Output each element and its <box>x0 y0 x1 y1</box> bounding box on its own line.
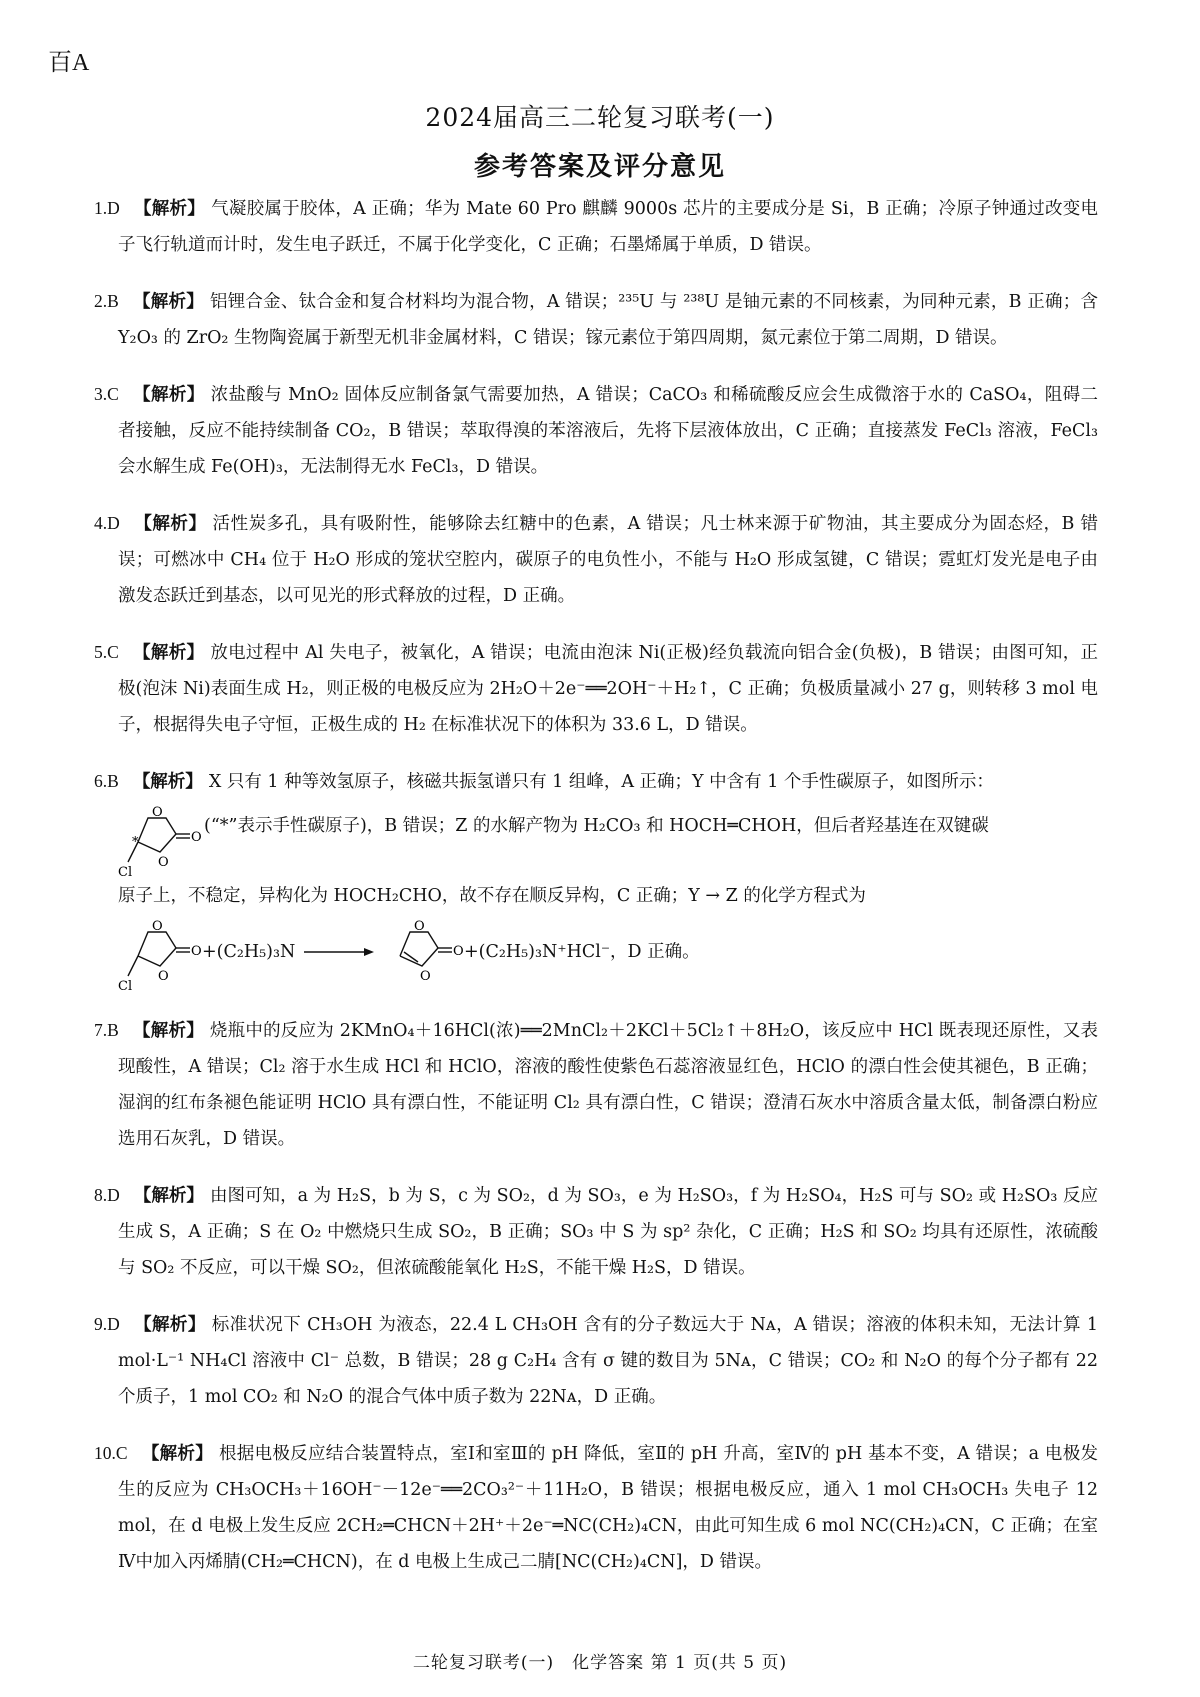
answer-item <box>94 1177 1099 1286</box>
answer-item <box>94 283 1098 356</box>
answer-number: 2.B <box>94 291 119 311</box>
answer-number: 10.C <box>94 1443 128 1463</box>
answer-number: 7.B <box>94 1020 119 1040</box>
analysis-tag: 【解析】 <box>132 772 203 792</box>
oxygen-label: O <box>152 805 163 820</box>
analysis-tag: 【解析】 <box>133 1315 206 1335</box>
answer-text: 原子上，不稳定，异构化为 HOCH₂CHO，故不存在顺反异构，C 正确；Y → Z 的化学方程式为 <box>118 886 866 906</box>
answer-text: X 只有 1 种等效氢原子，核磁共振氢谱只有 1 组峰，A 正确；Y 中含有 1 个手性碳原子，如图所示： <box>208 772 994 792</box>
chlorine-label: Cl <box>118 865 133 878</box>
answer-item <box>94 376 1098 485</box>
figure-caption: (“*”表示手性碳原子)，B 错误；Z 的水解产物为 H₂CO₃ 和 HOCH═CHOH，但后者羟基连在双键碳 <box>204 816 989 836</box>
answer-number: 4.D <box>94 513 120 533</box>
answer-item <box>94 763 1098 992</box>
answer-number: 9.D <box>94 1314 120 1334</box>
answer-item <box>94 1306 1099 1415</box>
page-footer: 二轮复习联考(一) 化学答案 第 1 页(共 5 页) <box>412 1653 788 1673</box>
oxygen-label: O <box>453 944 464 959</box>
oxygen-label: O <box>420 969 431 984</box>
answer-number: 8.D <box>94 1185 120 1205</box>
product-structure-icon <box>380 914 470 992</box>
answer-list <box>94 190 1099 1600</box>
analysis-tag: 【解析】 <box>132 385 205 405</box>
analysis-tag: 【解析】 <box>132 643 205 663</box>
answer-number: 3.C <box>94 384 119 404</box>
oxygen-label: O <box>191 944 202 959</box>
chlorine-label: Cl <box>118 979 133 992</box>
corner-mark: 百A <box>48 50 90 76</box>
page-subtitle: 参考答案及评分意见 <box>473 152 726 182</box>
oxygen-label: O <box>152 919 163 934</box>
chiral-mark: * <box>132 835 139 850</box>
answer-number: 5.C <box>94 642 119 662</box>
carbonate-ring-structure-icon <box>118 800 208 878</box>
product-text: +(C₂H₅)₃N⁺HCl⁻，D 正确。 <box>464 942 700 962</box>
answer-text: 烧瓶中的反应为 2KMnO₄＋16HCl(浓)══2MnCl₂＋2KCl＋5Cl₂↑＋8H₂O，该反应中 HCl 既表现还原性，又表现酸性，A 错误；Cl₂ 溶于水生成 HCl 和 HClO，溶液的酸性使紫色石蕊溶液显红色，HClO 的漂白性会使其褪色，B 正确；湿润的红布条褪色能证明 HClO 具有漂白性，不能证明 Cl₂ 具有漂白性，C 错误；澄清石灰水中溶质含量太低，制备漂白粉应选用石灰乳，D 错误。 <box>118 1021 1098 1149</box>
oxygen-label: O <box>158 855 169 870</box>
reactant-structure-icon <box>118 914 208 992</box>
analysis-tag: 【解析】 <box>132 1021 204 1041</box>
page-title: 2024届高三二轮复习联考(一) <box>425 103 775 132</box>
chiral-structure-figure <box>118 800 1098 878</box>
answer-text: 活性炭多孔，具有吸附性，能够除去红糖中的色素，A 错误；凡士林来源于矿物油，其主要成分为固态烃，B 错误；可燃冰中 CH₄ 位于 H₂O 形成的笼状空腔内，碳原子的电负性小，不能与 H₂O 形成氢键，C 错误；霓虹灯发光是电子由激发态跃迁到基态，以可见光的形式释放的过程，D 正确。 <box>118 514 1098 606</box>
analysis-tag: 【解析】 <box>133 514 207 534</box>
reaction-equation <box>118 914 1098 992</box>
analysis-tag: 【解析】 <box>133 199 206 219</box>
oxygen-label: O <box>191 830 202 845</box>
answer-number: 1.D <box>94 198 120 218</box>
answer-text: 铝锂合金、钛合金和复合材料均为混合物，A 错误；²³⁵U 与 ²³⁸U 是铀元素的不同核素，为同种元素，B 正确；含 Y₂O₃ 的 ZrO₂ 生物陶瓷属于新型无机非金属材料，C 错误；镓元素位于第四周期，氮元素位于第二周期，D 错误。 <box>118 292 1098 348</box>
answer-text: 气凝胶属于胶体，A 正确；华为 Mate 60 Pro 麒麟 9000s 芯片的主要成分是 Si，B 正确；冷原子钟通过改变电子飞行轨道而计时，发生电子跃迁，不属于化学变化，C 正确；石墨烯属于单质，D 错误。 <box>118 199 1098 255</box>
answer-text: 浓盐酸与 MnO₂ 固体反应制备氯气需要加热，A 错误；CaCO₃ 和稀硫酸反应会生成微溶于水的 CaSO₄，阻碍二者接触，反应不能持续制备 CO₂，B 错误；萃取得溴的苯溶液后，先将下层液体放出，C 正确；直接蒸发 FeCl₃ 溶液，FeCl₃ 会水解生成 Fe(OH)₃，无法制得无水 FeCl₃，D 错误。 <box>118 385 1098 477</box>
answer-text: 根据电极反应结合装置特点，室Ⅰ和室Ⅲ的 pH 降低，室Ⅱ的 pH 升高，室Ⅳ的 pH 基本不变，A 错误；a 电极发生的反应为 CH₃OCH₃＋16OH⁻－12e⁻══2CO₃²⁻＋11H₂O，B 错误；根据电极反应，通入 1 mol CH₃OCH₃ 失电子 12 mol，在 d 电极上发生反应 2CH₂═CHCN＋2H⁺＋2e⁻═NC(CH₂)₄CN，由此可知生成 6 mol NC(CH₂)₄CN，C 正确；在室Ⅳ中加入丙烯腈(CH₂═CHCN)，在 d 电极上生成己二腈[NC(CH₂)₄CN]，D 错误。 <box>118 1444 1098 1572</box>
reagent-text: +(C₂H₅)₃N <box>202 942 296 962</box>
oxygen-label: O <box>158 969 169 984</box>
answer-item <box>94 190 1098 263</box>
analysis-tag: 【解析】 <box>133 1186 204 1206</box>
oxygen-label: O <box>414 919 425 934</box>
analysis-tag: 【解析】 <box>132 292 204 312</box>
reaction-arrow-icon <box>304 942 374 962</box>
answer-text: 由图可知，a 为 H₂S，b 为 S，c 为 SO₂，d 为 SO₃，e 为 H₂SO₃，f 为 H₂SO₄，H₂S 可与 SO₂ 或 H₂SO₃ 反应生成 S，A 正确；S 在 O₂ 中燃烧只生成 SO₂，B 正确；SO₃ 中 S 为 sp² 杂化，C 正确；H₂S 和 SO₂ 均具有还原性，浓硫酸与 SO₂ 不反应，可以干燥 SO₂，但浓硫酸能氧化 H₂S，不能干燥 H₂S，D 错误。 <box>118 1186 1099 1278</box>
answer-text: 标准状况下 CH₃OH 为液态，22.4 L CH₃OH 含有的分子数远大于 Nᴀ，A 错误；溶液的体积未知，无法计算 1 mol·L⁻¹ NH₄Cl 溶液中 Cl⁻ 总数，B 错误；28 g C₂H₄ 含有 σ 键的数目为 5Nᴀ，C 错误；CO₂ 和 N₂O 的每个分子都有 22 个质子，1 mol CO₂ 和 N₂O 的混合气体中质子数为 22Nᴀ，D 正确。 <box>118 1315 1099 1407</box>
answer-number: 6.B <box>94 771 119 791</box>
answer-item <box>94 1435 1098 1580</box>
answer-item <box>94 505 1098 614</box>
answer-text: 放电过程中 Al 失电子，被氧化，A 错误；电流由泡沫 Ni(正极)经负载流向铝合金(负极)，B 错误；由图可知，正极(泡沫 Ni)表面生成 H₂，则正极的电极反应为 2H₂O＋2e⁻══2OH⁻＋H₂↑，C 正确；负极质量减小 27 g，则转移 3 mol 电子，根据得失电子守恒，正极生成的 H₂ 在标准状况下的体积为 33.6 L，D 错误。 <box>118 643 1099 735</box>
answer-item <box>94 634 1099 743</box>
answer-item <box>94 1012 1098 1157</box>
analysis-tag: 【解析】 <box>141 1444 214 1464</box>
